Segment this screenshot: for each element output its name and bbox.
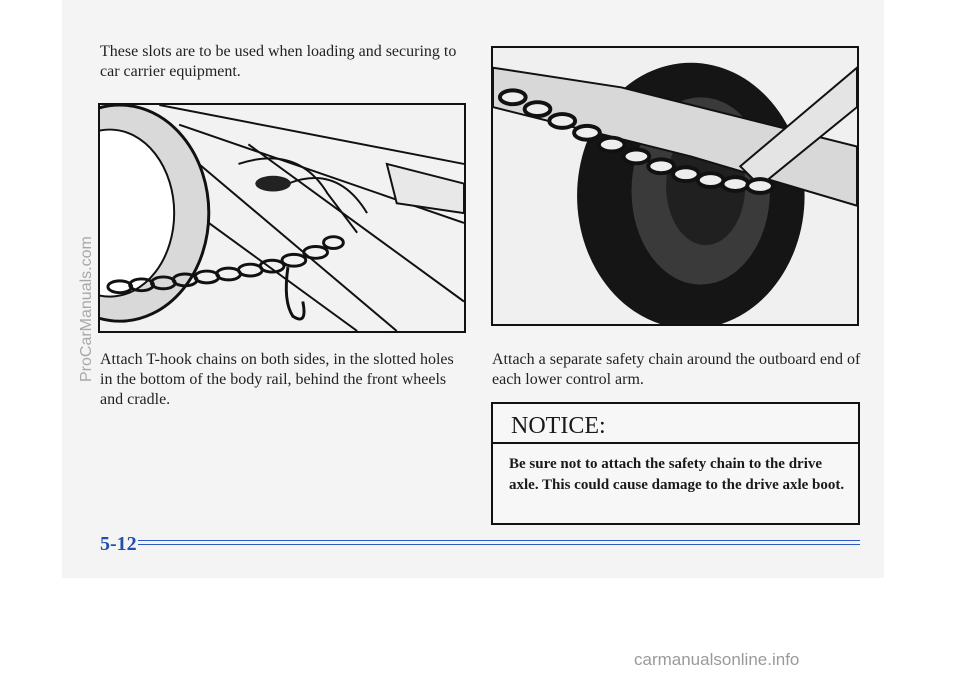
footer-rule <box>138 540 860 548</box>
notice-text: Be sure not to attach the safety chain to the drive axle. This could cause damage to the drive axle boot. <box>509 456 845 493</box>
page-number: 5-12 <box>100 533 137 555</box>
safety-chain-caption: Attach a separate safety chain around the outboard end of each lower control arm. <box>492 351 861 388</box>
t-hook-chain-illustration <box>98 103 466 333</box>
side-watermark: ProCarManuals.com <box>78 236 95 382</box>
notice-box <box>491 402 860 525</box>
safety-chain-illustration <box>491 46 859 326</box>
intro-text: These slots are to be used when loading and securing to car carrier equipment. <box>100 43 457 80</box>
notice-title: NOTICE: <box>493 404 858 444</box>
bottom-watermark: carmanualsonline.info <box>634 650 800 669</box>
t-hook-caption: Attach T-hook chains on both sides, in the slotted holes in the bottom of the body rail, behind the front wheels and cradle. <box>100 351 454 408</box>
